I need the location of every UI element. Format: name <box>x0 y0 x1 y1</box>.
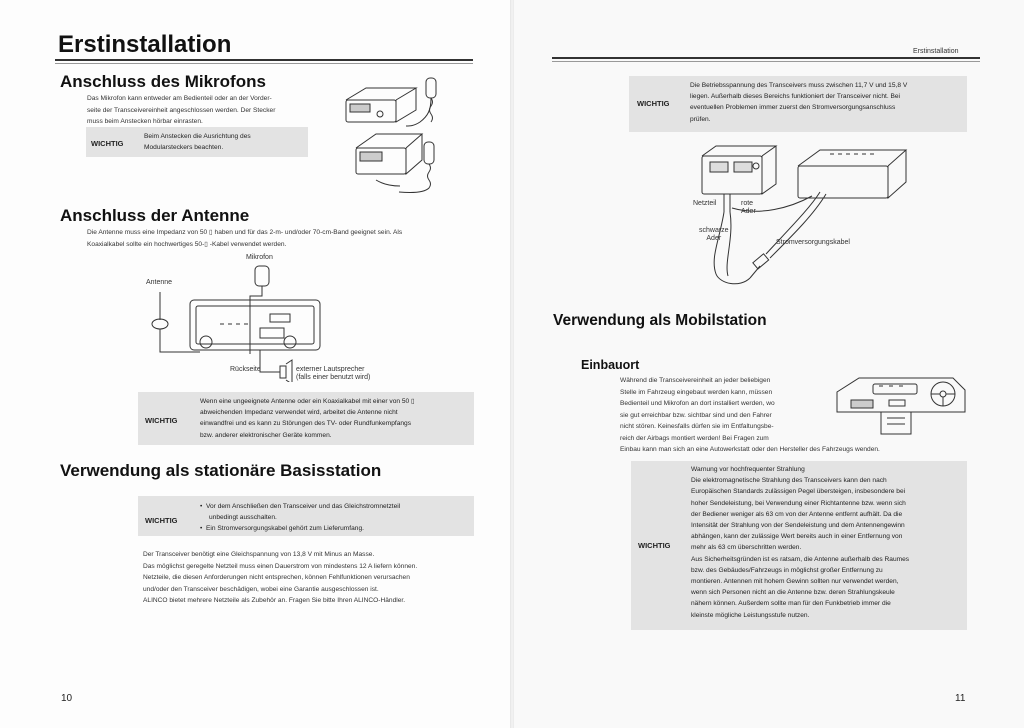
text-line: Die Betriebsspannung des Transceivers muss zwischen 11,7 V und 15,8 V <box>690 82 908 89</box>
text-line: wenn sich Personen nicht an die Antenne bzw. deren Strahlungskeule <box>691 589 895 597</box>
text-line: unbedingt ausschalten. <box>209 514 277 522</box>
text-line: muss beim Anstecken hörbar einrasten. <box>87 118 203 125</box>
label-external-speaker <box>296 366 370 382</box>
text-line: mehr als 63 cm überschritten werden. <box>691 544 802 552</box>
page-number-right: 11 <box>955 693 966 704</box>
car-dashboard-illustration <box>833 372 969 438</box>
text-line: einwandfrei und es kann zu Störungen des TV- oder Rundfunkempfangs <box>200 420 412 428</box>
mobile-heading: Verwendung als Mobilstation <box>553 312 767 329</box>
mobile-text-last: Einbau kann man sich an eine Autowerkstatt oder den Hersteller des Fahrzeugs wenden. <box>620 446 880 453</box>
title-rule-right <box>552 57 980 59</box>
text-line: liegen. Außerhalb dieses Bereichs funktioniert der Transceiver nicht. Bei <box>690 93 901 101</box>
note-label: WICHTIG <box>145 416 178 425</box>
text-line: sie gut erreichbar bzw. sichtbar sind und den Fahrer <box>620 411 772 419</box>
title-rule-thin <box>55 63 473 64</box>
text-line: der Bediener weniger als 63 cm von der Antenne entfernt aufhält. Da die <box>691 510 903 518</box>
text-line: Europäischen Standards zulässigen Pegel übersteigen, insbesondere bei <box>691 488 906 496</box>
label-netzteil: Netzteil <box>693 200 717 207</box>
text-line: Beim Anstecken die Ausrichtung des <box>144 133 251 140</box>
text-line: Ader <box>741 208 756 215</box>
text-line: bzw. des Gebäudes/Fahrzeugs in möglichst großer Entfernung zu <box>691 566 883 574</box>
antenna-heading: Anschluss der Antenne <box>60 206 250 225</box>
text-line: reich der Airbags montiert werden! Bei Fragen zum <box>620 434 769 442</box>
text-line: Die elektromagnetische Strahlung des Transceivers kann den nach <box>691 477 887 485</box>
text-line: und/oder den Transceiver beschädigen, wobei eine Garantie ausgeschlossen ist. <box>143 585 379 593</box>
text-line: abhängen, kann der zulässige Wert bereits auch in einer Entfernung von <box>691 533 903 541</box>
text-line: Netzteile, die diesen Anforderungen nicht entsprechen, können Fehlfunktionen verursachen <box>143 574 410 581</box>
voltage-note-box <box>629 76 967 132</box>
running-title: Erstinstallation <box>913 48 959 55</box>
text-line: Der Transceiver benötigt eine Gleichspannung von 13,8 V mit Minus an Masse. <box>143 551 375 558</box>
antenna-text <box>87 227 487 250</box>
note-label: WICHTIG <box>637 99 670 108</box>
page-title: Erstinstallation <box>58 31 232 58</box>
note-label: WICHTIG <box>145 516 178 525</box>
page-number-left: 10 <box>61 693 73 704</box>
mic-note-box <box>86 127 308 157</box>
text-line: abweichenden Impedanz verwendet wird, arbeitet die Antenne nicht <box>200 409 398 417</box>
text-line: Koaxialkabel sollte ein hochwertiges 50-▯ -Kabel verwendet werden. <box>87 240 287 248</box>
note-bullet: • Vor dem Anschließen den Transceiver und das Gleichstromnetzteil <box>200 503 401 510</box>
note-label: WICHTIG <box>91 139 124 148</box>
text-line: ALINCO bietet mehrere Netzteile als Zubehör an. Fragen Sie bitte Ihren ALINCO-Händler. <box>143 597 406 604</box>
base-station-heading: Verwendung als stationäre Basisstation <box>60 461 382 480</box>
text-line: eventuellen Problemen immer zuerst den Stromversorgungsanschluss <box>690 104 896 112</box>
note-text <box>691 464 909 621</box>
text-line: hoher Sendeleistung, bei Verwendung einer Richtantenne bzw. wenn sich <box>691 499 906 507</box>
radiation-note-box <box>631 461 967 630</box>
text-line: Modularsteckers beachten. <box>144 144 224 152</box>
title-rule <box>55 59 473 61</box>
text-line: bzw. anderer elektronischer Geräte kommen. <box>200 431 332 439</box>
note-text <box>690 80 907 125</box>
microphone-connection-illustration <box>336 70 446 200</box>
text-line: Während die Transceivereinheit an jeder beliebigen <box>620 377 771 384</box>
text-line: Das Mikrofon kann entweder am Bedienteil oder an der Vorder- <box>87 95 272 102</box>
text-line: rote <box>741 200 754 207</box>
base-text <box>143 549 483 607</box>
note-text <box>200 501 400 535</box>
antenna-note-box <box>138 392 474 445</box>
title-rule-right-thin <box>552 61 980 62</box>
note-text <box>144 131 251 153</box>
power-connection-diagram <box>680 138 920 296</box>
label-schwarze-ader <box>699 227 729 243</box>
text-line: Das möglichst geregelte Netzteil muss einen Dauerstrom von mindestens 12 A liefern können. <box>143 562 418 570</box>
base-note-box <box>138 496 474 536</box>
note-bullet: • Ein Stromversorgungskabel gehört zum Lieferumfang. <box>200 525 364 533</box>
label-stromversorgungskabel: Stromversorgungskabel <box>776 239 850 246</box>
text-line: Intensität der Strahlung von der Sendeleistung und dem Antennengewinn <box>691 522 905 530</box>
note-text <box>200 396 415 441</box>
text-line: prüfen. <box>690 115 711 123</box>
text-line: Bedienteil und Mikrofon an dort installiert werden, wo <box>620 400 775 407</box>
label-rueckseite: Rückseite <box>230 366 261 373</box>
label-rote-ader <box>741 200 756 216</box>
antenna-connection-diagram <box>140 262 400 382</box>
text-line: montieren. Antennen mit hohem Gewinn sollten nur verwendet werden, <box>691 578 899 586</box>
text-line: externer Lautsprecher <box>296 366 365 373</box>
text-line: nicht stören. Keinesfalls dürfen sie im Entfaltungsbe- <box>620 423 774 430</box>
text-line: schwarze <box>699 227 729 234</box>
book-gutter <box>510 0 514 728</box>
note-label: WICHTIG <box>638 541 671 550</box>
text-line: seite der Transceivereinheit angeschlossen werden. Der Stecker <box>87 106 276 114</box>
mic-text <box>87 93 327 128</box>
text-line: (falls einer benutzt wird) <box>296 374 371 381</box>
einbauort-subheading: Einbauort <box>581 358 640 372</box>
text-line: nähern können. Außerdem sollte man für den Funkbetrieb immer die <box>691 600 891 608</box>
mic-heading: Anschluss des Mikrofons <box>60 72 266 91</box>
text-line: Vor dem Anschließen den Transceiver und das Gleichstromnetzteil <box>205 503 401 510</box>
text-line: Wenn eine ungeeignete Antenne oder ein Koaxialkabel mit einer von 50 ▯ <box>200 398 415 405</box>
mobile-text <box>620 375 830 444</box>
text-line: Ein Stromversorgungskabel gehört zum Lieferumfang. <box>205 525 364 533</box>
label-antenne: Antenne <box>146 279 173 286</box>
text-line: kleinste mögliche Leistungsstufe nutzen. <box>691 611 810 619</box>
text-line: Ader <box>706 235 722 242</box>
text-line: Aus Sicherheitsgründen ist es ratsam, die Antenne außerhalb des Raumes <box>691 555 910 563</box>
text-line: Warnung vor hochfrequenter Strahlung <box>691 466 805 473</box>
text-line: Stelle im Fahrzeug eingebaut werden kann, müssen <box>620 388 773 396</box>
label-mikrofon: Mikrofon <box>246 254 273 261</box>
text-line: Die Antenne muss eine Impedanz von 50 ▯ haben und für das 2-m- und/oder 70-cm-Band geeignet sein. Als <box>87 229 403 236</box>
